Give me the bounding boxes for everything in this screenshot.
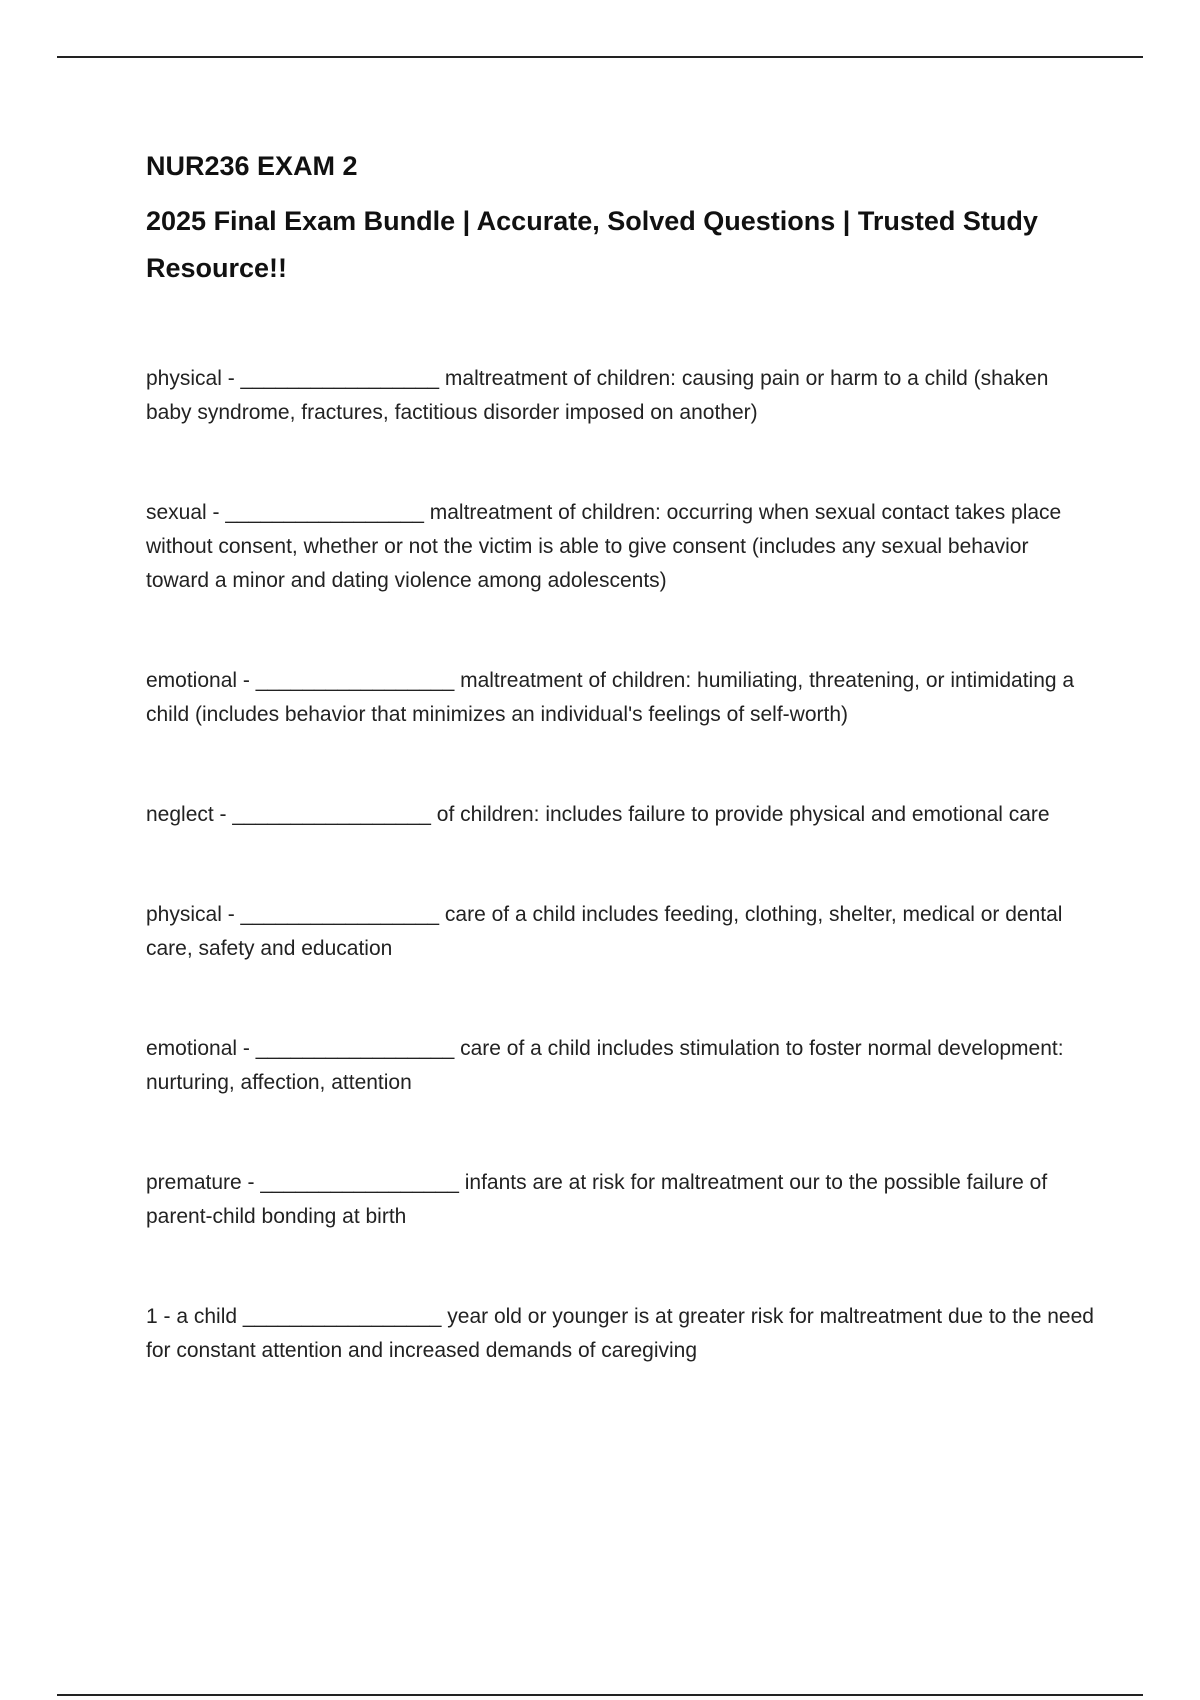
flashcard-item: emotional - _________________ care of a child includes stimulation to foster normal development: nurturing, affection, attention: [146, 1037, 1064, 1094]
flashcard-item: 1 - a child _________________ year old or younger is at greater risk for maltreatment due to the need for constant attention and increased demands of caregiving: [146, 1305, 1094, 1362]
flashcard-item: physical - _________________ maltreatment of children: causing pain or harm to a child (shaken baby syndrome, fractures, factitious disorder imposed on another): [146, 367, 1049, 424]
flashcard-item: physical - _________________ care of a child includes feeding, clothing, shelter, medical or dental care, safety and education: [146, 903, 1063, 960]
flashcard-item: sexual - _________________ maltreatment of children: occurring when sexual contact takes place without consent, whether or not the victim is able to give consent (includes any sexual behavior toward a minor and dating violence among adolescents): [146, 501, 1062, 592]
flashcard-item: premature - _________________ infants are at risk for maltreatment our to the possible failure of parent-child bonding at birth: [146, 1171, 1048, 1228]
document-subtitle: 2025 Final Exam Bundle | Accurate, Solved Questions | Trusted Study Resource!!: [146, 206, 1038, 283]
top-divider: [57, 56, 1143, 58]
document-body: [146, 146, 1096, 1368]
flashcard-item: emotional - _________________ maltreatment of children: humiliating, threatening, or intimidating a child (includes behavior that minimizes an individual's feelings of self-worth): [146, 669, 1075, 726]
flashcard-item: neglect - _________________ of children: includes failure to provide physical and emotional care: [146, 803, 1050, 826]
document-title: NUR236 EXAM 2: [146, 151, 358, 181]
bottom-divider: [57, 1694, 1143, 1696]
